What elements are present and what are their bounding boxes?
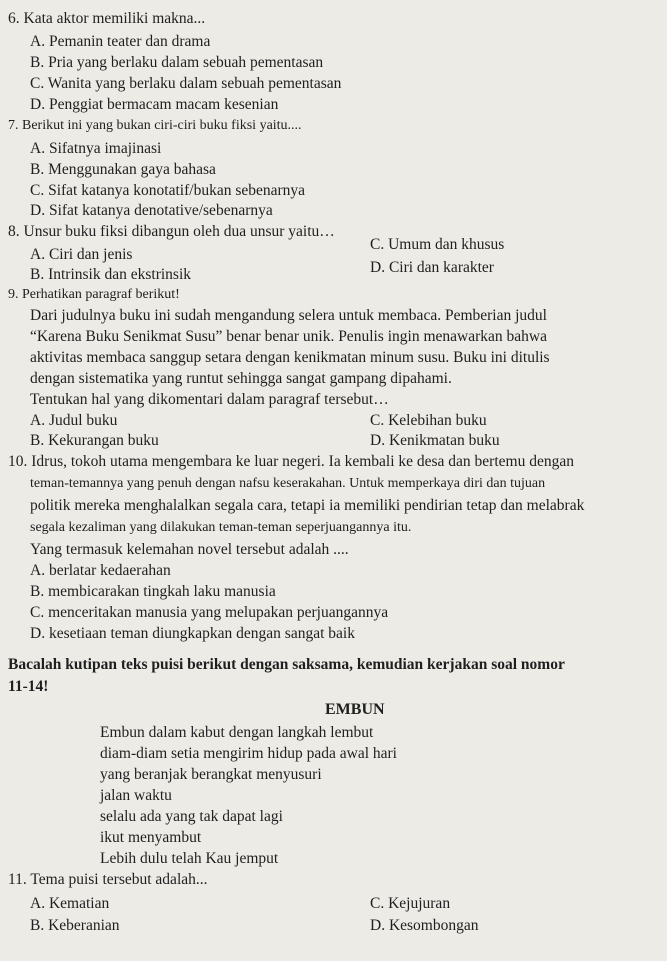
- poem-line: Embun dalam kabut dengan langkah lembut: [100, 724, 374, 741]
- question-10-option-a: A. berlatar kedaerahan: [30, 562, 171, 579]
- poem-line: Lebih dulu telah Kau jemput: [100, 850, 279, 867]
- question-7-option-a: A. Sifatnya imajinasi: [30, 140, 162, 157]
- question-8-option-d: D. Ciri dan karakter: [370, 259, 494, 276]
- question-11-stem: 11. Tema puisi tersebut adalah...: [8, 871, 208, 888]
- question-6-option-c: C. Wanita yang berlaku dalam sebuah pementasan: [30, 75, 342, 92]
- poem-line: ikut menyambut: [100, 829, 202, 846]
- question-10-prompt: Yang termasuk kelemahan novel tersebut adalah ....: [30, 541, 349, 558]
- question-9-paragraph-line: Dari judulnya buku ini sudah mengandung selera untuk membaca. Pemberian judul: [30, 307, 547, 324]
- question-11-option-a: A. Kematian: [30, 895, 110, 912]
- question-10-paragraph-line: teman-temannya yang penuh dengan nafsu keserakahan. Untuk memperkaya diri dan tujuan: [30, 476, 546, 491]
- poem-line: diam-diam setia mengirim hidup pada awal hari: [100, 745, 397, 762]
- question-10-paragraph-line: segala kezaliman yang dilakukan teman-teman seperjuangannya itu.: [30, 520, 412, 535]
- reading-instruction-range: 11-14!: [8, 678, 49, 695]
- question-9-paragraph-line: dengan sistematika yang runtut sehingga sangat gampang dipahami.: [30, 370, 452, 387]
- question-11-option-b: B. Keberanian: [30, 917, 120, 934]
- question-8-option-c: C. Umum dan khusus: [370, 236, 505, 253]
- poem-line: selalu ada yang tak dapat lagi: [100, 808, 283, 825]
- question-9-option-d: D. Kenikmatan buku: [370, 432, 500, 449]
- question-9-paragraph-line: “Karena Buku Senikmat Susu” benar benar unik. Penulis ingin menawarkan bahwa: [30, 328, 547, 345]
- question-10-paragraph-line: politik mereka menghalalkan segala cara, tetapi ia memiliki pendirian tetap dan melabrak: [30, 497, 585, 514]
- question-9-paragraph-line: aktivitas membaca sanggup setara dengan kenikmatan minum susu. Buku ini ditulis: [30, 349, 550, 366]
- question-6-stem: 6. Kata aktor memiliki makna...: [8, 10, 206, 27]
- question-9-prompt: Tentukan hal yang dikomentari dalam paragraf tersebut…: [30, 391, 389, 408]
- poem-line: yang beranjak berangkat menyusuri: [100, 766, 322, 783]
- poem-title: EMBUN: [325, 701, 385, 718]
- question-8-option-b: B. Intrinsik dan ekstrinsik: [30, 266, 192, 283]
- question-10-paragraph-line: 10. Idrus, tokoh utama mengembara ke luar negeri. Ia kembali ke desa dan bertemu dengan: [8, 453, 574, 470]
- question-11-option-d: D. Kesombongan: [370, 917, 479, 934]
- question-10-option-b: B. membicarakan tingkah laku manusia: [30, 583, 276, 600]
- question-7-option-b: B. Menggunakan gaya bahasa: [30, 161, 216, 178]
- question-6-option-d: D. Penggiat bermacam macam kesenian: [30, 96, 279, 113]
- question-10-option-c: C. menceritakan manusia yang melupakan perjuangannya: [30, 604, 389, 621]
- poem-line: jalan waktu: [100, 787, 172, 804]
- question-10-option-d: D. kesetiaan teman diungkapkan dengan sangat baik: [30, 625, 355, 642]
- question-6-option-a: A. Pemanin teater dan drama: [30, 33, 211, 50]
- question-8-option-a: A. Ciri dan jenis: [30, 246, 133, 263]
- question-6-option-b: B. Pria yang berlaku dalam sebuah pementasan: [30, 54, 324, 71]
- question-7-stem: 7. Berikut ini yang bukan ciri-ciri buku fiksi yaitu....: [8, 118, 302, 133]
- question-8-stem: 8. Unsur buku fiksi dibangun oleh dua unsur yaitu…: [8, 223, 335, 240]
- question-9-option-a: A. Judul buku: [30, 412, 118, 429]
- reading-instruction: Bacalah kutipan teks puisi berikut dengan saksama, kemudian kerjakan soal nomor: [8, 656, 565, 673]
- question-7-option-d: D. Sifat katanya denotative/sebenarnya: [30, 202, 273, 219]
- question-7-option-c: C. Sifat katanya konotatif/bukan sebenarnya: [30, 182, 306, 199]
- question-11-option-c: C. Kejujuran: [370, 895, 451, 912]
- question-9-option-c: C. Kelebihan buku: [370, 412, 487, 429]
- question-9-option-b: B. Kekurangan buku: [30, 432, 159, 449]
- question-9-stem: 9. Perhatikan paragraf berikut!: [8, 287, 180, 302]
